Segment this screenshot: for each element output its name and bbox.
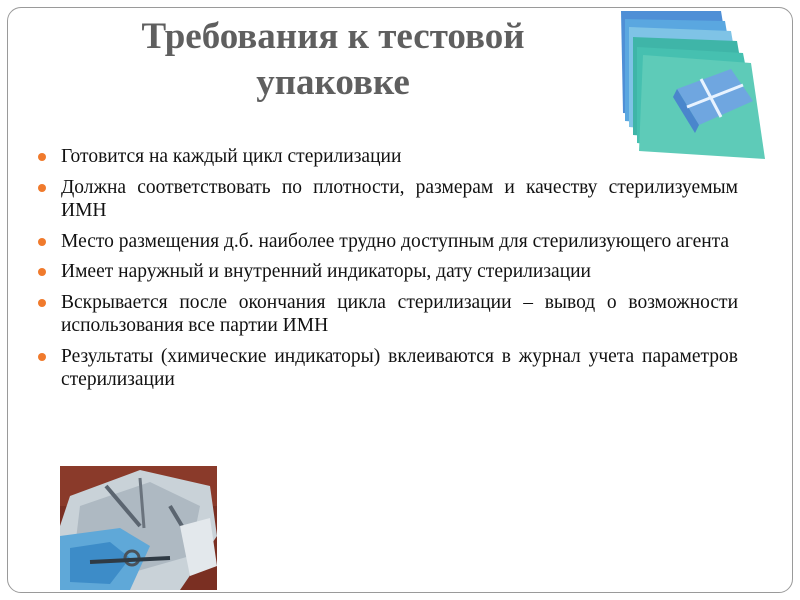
packaged-instruments-photo: [60, 466, 217, 590]
slide-title: [40, 14, 626, 106]
list-item: [38, 145, 738, 169]
list-item: [38, 291, 738, 338]
slide-title-line-1: Требования к тестовой: [141, 16, 525, 57]
list-item: [38, 260, 738, 284]
list-item-text: Должна соответствовать по плотности, размерам и качеству стерилизуемым ИМН: [61, 176, 738, 221]
bullet-dot-icon: [38, 238, 46, 246]
bullet-dot-icon: [38, 299, 46, 307]
bullet-dot-icon: [38, 353, 46, 361]
bullet-dot-icon: [38, 153, 46, 161]
sterilization-wrap-photo: [603, 9, 768, 165]
list-item-text: Готовится на каждый цикл стерилизации: [61, 146, 402, 167]
bullet-dot-icon: [38, 268, 46, 276]
bullet-dot-icon: [38, 184, 46, 192]
list-item-text: Вскрывается после окончания цикла стерилизации – вывод о возможности использования все партии ИМН: [61, 291, 738, 336]
requirements-list: [38, 145, 738, 399]
list-item: [38, 176, 738, 223]
list-item-text: Место размещения д.б. наиболее трудно доступным для стерилизующего агента: [61, 230, 730, 252]
slide-title-line-2: упаковке: [256, 62, 410, 103]
list-item: [38, 230, 738, 254]
list-item-text: Результаты (химические индикаторы) вклеиваются в журнал учета параметров стерилизации: [61, 345, 738, 390]
list-item: [38, 345, 738, 392]
list-item-text: Имеет наружный и внутренний индикаторы, дату стерилизации: [61, 261, 591, 282]
